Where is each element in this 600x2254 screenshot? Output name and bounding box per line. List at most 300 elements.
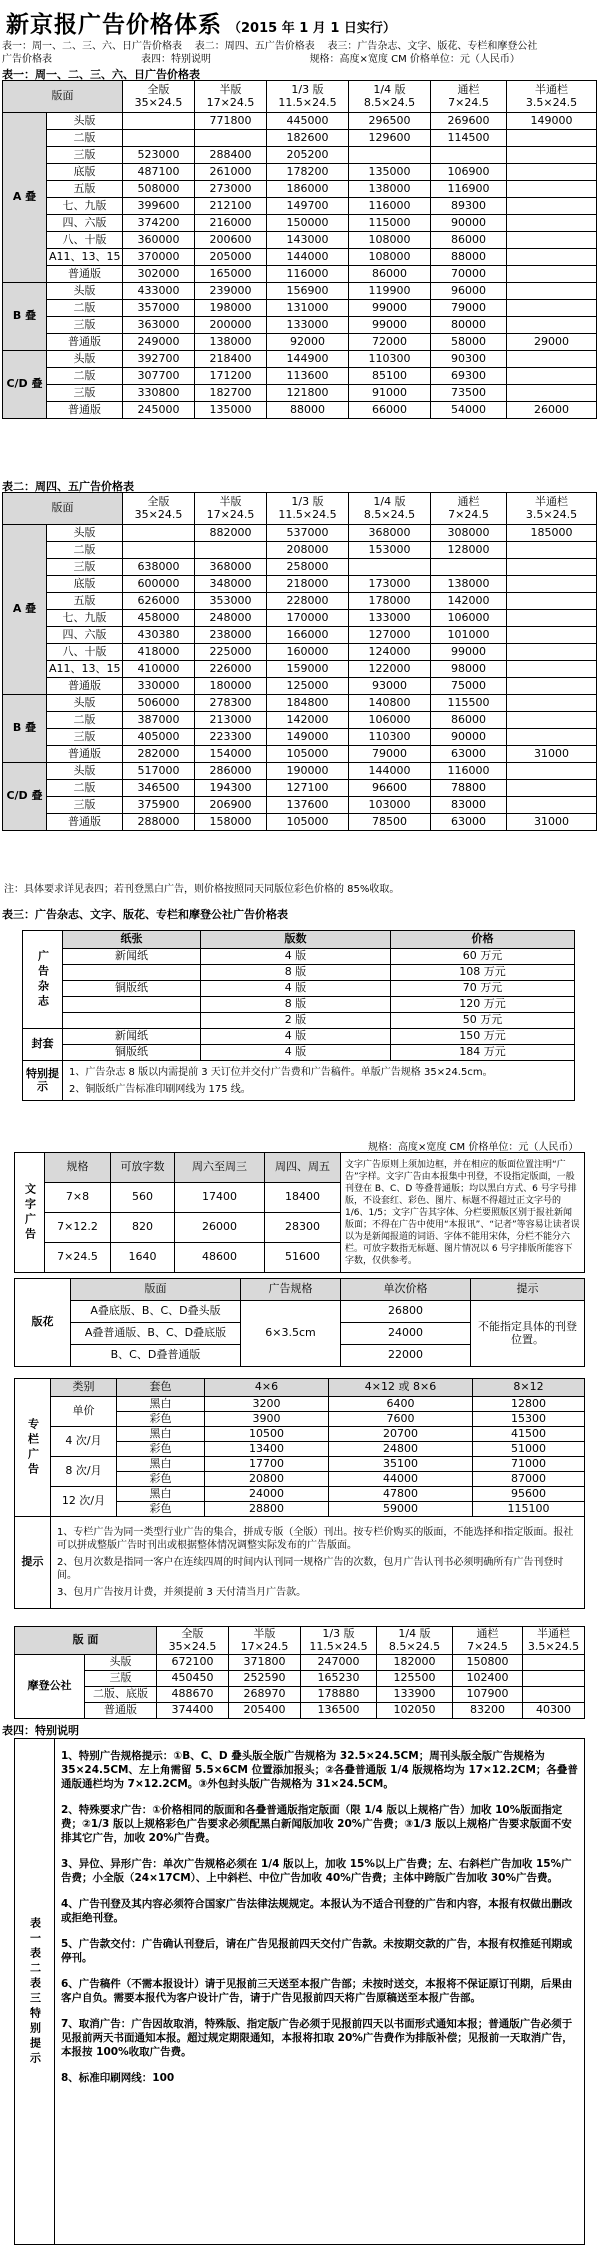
table4-content: [55, 1739, 585, 2245]
price-cell: 273000: [195, 181, 267, 198]
price-cell: 882000: [195, 525, 267, 542]
price-cell: 282000: [123, 746, 195, 763]
price-cell: 122000: [349, 661, 431, 678]
price-cell: 184 万元: [391, 1045, 575, 1061]
special-note-item: 5、广告款交付：广告确认刊登后，请在广告见报前四天交付广告款。未按期交款的广告，本报有权推延刊期或停刊。: [61, 1938, 573, 1964]
price-cell: [507, 130, 597, 147]
pages-cell: 8 版: [201, 997, 391, 1013]
column-cell: 87000: [473, 1472, 585, 1487]
banhua-wrap: [14, 1278, 585, 1367]
size-header-cell: [267, 493, 349, 525]
row-label: 普通版: [47, 678, 123, 695]
special-note-item: 4、广告刊登及其内容必须符合国家广告法律法规规定。本报认为不适合刊登的广告和内容，本报有权做出删改或拒绝刊登。: [61, 1898, 573, 1924]
price-cell: 83000: [431, 797, 507, 814]
table-row: [3, 797, 597, 814]
price-cell: 248000: [195, 610, 267, 627]
price-cell: 418000: [123, 644, 195, 661]
price-cell: 154000: [195, 746, 267, 763]
price-cell: [507, 317, 597, 334]
size-header-cell: [301, 1627, 377, 1655]
price-cell: 50 万元: [391, 1013, 575, 1029]
price-cell: 371800: [229, 1655, 301, 1671]
table-row: [23, 981, 575, 997]
price-cell: 186000: [267, 181, 349, 198]
table4-title: 表四：特别说明: [2, 1724, 79, 1737]
price-cell: 626000: [123, 593, 195, 610]
price-cell: 83200: [453, 1703, 523, 1719]
text-ad-cell: 17400: [175, 1183, 265, 1213]
size-dims: 17×24.5: [206, 507, 255, 521]
table-row: [3, 351, 597, 368]
row-label: 普通版: [47, 402, 123, 419]
price-cell: 239000: [195, 283, 267, 300]
size-header-cell: [267, 81, 349, 113]
table-row: [3, 300, 597, 317]
text-ad-wrap: [14, 1152, 585, 1273]
price-cell: 69300: [431, 368, 507, 385]
price-cell: 70 万元: [391, 981, 575, 997]
row-label: 五版: [47, 181, 123, 198]
price-cell: 105000: [267, 746, 349, 763]
price-cell: 70000: [431, 266, 507, 283]
price-cell: [507, 232, 597, 249]
special-note-item: 6、广告稿件（不需本报设计）请于见报前三天送至本报广告部；未按时送交，本报将不保证原订刊期，后果由客户自负。需要本报代为客户设计广告，请于广告见报前四天将广告原稿送至本报广告部。: [61, 1978, 573, 2004]
price-cell: 106000: [431, 610, 507, 627]
price-cell: [123, 113, 195, 130]
row-label: 头版: [85, 1655, 157, 1671]
row-label: 三版: [47, 385, 123, 402]
column-cell: 3200: [205, 1397, 329, 1412]
row-label: A11、13、15: [47, 249, 123, 266]
price-cell: 149000: [507, 113, 597, 130]
header-row: [3, 493, 597, 525]
row-label: 三版: [47, 559, 123, 576]
price-cell: 258000: [267, 559, 349, 576]
price-cell: 226000: [195, 661, 267, 678]
price-cell: 116000: [349, 198, 431, 215]
size-header-cell: [507, 81, 597, 113]
price-cell: 86000: [431, 232, 507, 249]
table-row: [3, 559, 597, 576]
banhua-head: 广告规格: [241, 1279, 341, 1301]
price-cell: 288400: [195, 147, 267, 164]
row-label: 普通版: [47, 814, 123, 831]
column-wrap: [14, 1378, 585, 1609]
size-name: 半通栏: [535, 495, 568, 509]
price-cell: 360000: [123, 232, 195, 249]
price-cell: [507, 249, 597, 266]
price-cell: 89300: [431, 198, 507, 215]
row-label: 底版: [47, 576, 123, 593]
price-cell: 178200: [267, 164, 349, 181]
title-row: [6, 6, 396, 39]
price-cell: 79000: [349, 746, 431, 763]
table1: [2, 80, 597, 419]
column-cell: 黑白: [117, 1427, 205, 1442]
magazine-table: [22, 930, 575, 1101]
text-ad-head: 周四、周五: [265, 1153, 341, 1183]
tip-line: 3、包月广告按月计费，并须提前 3 天付清当月广告款。: [57, 1587, 307, 1598]
price-cell: 200600: [195, 232, 267, 249]
price-cell: 206900: [195, 797, 267, 814]
group-label: B 叠: [3, 695, 47, 763]
table-row: [3, 368, 597, 385]
price-cell: 374200: [123, 215, 195, 232]
table-row: [3, 746, 597, 763]
price-cell: 278300: [195, 695, 267, 712]
row-label: 二版: [47, 130, 123, 147]
price-cell: 144000: [267, 249, 349, 266]
price-cell: [507, 627, 597, 644]
table-row: [3, 181, 597, 198]
paper-cell: [63, 1013, 201, 1029]
price-cell: 268970: [229, 1687, 301, 1703]
price-cell: 399600: [123, 198, 195, 215]
price-cell: 363000: [123, 317, 195, 334]
table-row: [3, 729, 597, 746]
column-cell: 47800: [329, 1487, 473, 1502]
row-label: 三版: [47, 797, 123, 814]
price-cell: 200000: [195, 317, 267, 334]
pages-cell: 4 版: [201, 1029, 391, 1045]
price-cell: 73500: [431, 385, 507, 402]
price-cell: 159000: [267, 661, 349, 678]
column-head: 类别: [51, 1379, 117, 1397]
price-cell: 128000: [431, 542, 507, 559]
table4-wrap: [14, 1738, 585, 2245]
price-cell: 190000: [267, 763, 349, 780]
price-cell: 410000: [123, 661, 195, 678]
price-cell: [507, 593, 597, 610]
table-row: [15, 1671, 585, 1687]
price-cell: 218400: [195, 351, 267, 368]
size-dims: 35×24.5: [134, 507, 183, 521]
price-cell: 107900: [453, 1687, 523, 1703]
magazine-label: 广告杂志: [23, 931, 63, 1029]
column-head: 套色: [117, 1379, 205, 1397]
row-label: 七、九版: [47, 198, 123, 215]
text-ad-head: 周六至周三: [175, 1153, 265, 1183]
size-name: 全版: [181, 1627, 204, 1641]
column-cell: 15300: [473, 1412, 585, 1427]
header-row: [15, 1153, 585, 1183]
pages-cell: 4 版: [201, 1045, 391, 1061]
row-label: 二版: [47, 300, 123, 317]
table-row: [3, 525, 597, 542]
price-cell: [523, 1687, 585, 1703]
table-row: [3, 147, 597, 164]
price-cell: 99000: [349, 300, 431, 317]
row-label: 二版: [47, 368, 123, 385]
table1-wrap: [2, 80, 597, 419]
price-cell: 218000: [267, 576, 349, 593]
price-cell: 165230: [301, 1671, 377, 1687]
price-cell: 150000: [267, 215, 349, 232]
price-cell: 330000: [123, 678, 195, 695]
price-cell: 144000: [349, 763, 431, 780]
table1-title: 表一：周一、二、三、六、日广告价格表: [2, 68, 200, 81]
table-row: [3, 695, 597, 712]
price-cell: 86000: [349, 266, 431, 283]
unit-line: 规格：高度×宽度 CM 价格单位：元（人民币）: [368, 1142, 579, 1153]
price-cell: 140800: [349, 695, 431, 712]
price-cell: 150 万元: [391, 1029, 575, 1045]
price-cell: 269600: [431, 113, 507, 130]
price-cell: 252590: [229, 1671, 301, 1687]
price-cell: 374400: [157, 1703, 229, 1719]
table-row: [3, 164, 597, 181]
price-cell: 110300: [349, 351, 431, 368]
banhua-page: A叠普通版、B、C、D叠底版: [71, 1323, 241, 1345]
table2-wrap: [2, 492, 597, 831]
price-cell: 247000: [301, 1655, 377, 1671]
price-cell: [507, 559, 597, 576]
price-cell: 307700: [123, 368, 195, 385]
price-cell: 194300: [195, 780, 267, 797]
price-cell: 135000: [195, 402, 267, 419]
table-row: [15, 1487, 585, 1502]
table-row: [23, 965, 575, 981]
paper-cell: 新闻纸: [63, 949, 201, 965]
price-cell: 182700: [195, 385, 267, 402]
price-cell: 487100: [123, 164, 195, 181]
column-group: 8 次/月: [51, 1457, 117, 1487]
row-label: 头版: [47, 525, 123, 542]
price-cell: 54000: [431, 402, 507, 419]
price-cell: 156900: [267, 283, 349, 300]
price-cell: [523, 1655, 585, 1671]
size-name: 半通栏: [537, 1627, 570, 1641]
price-cell: [507, 763, 597, 780]
size-name: 全版: [147, 83, 170, 97]
price-cell: 370000: [123, 249, 195, 266]
price-cell: 153000: [349, 542, 431, 559]
paper-cell: 铜版纸: [63, 981, 201, 997]
price-cell: [123, 130, 195, 147]
price-cell: 86000: [431, 712, 507, 729]
table-row: [3, 644, 597, 661]
row-label: 二版: [47, 780, 123, 797]
table-row: [3, 814, 597, 831]
table-row: [3, 334, 597, 351]
table-row: [3, 283, 597, 300]
price-cell: [507, 283, 597, 300]
column-label: 专栏广告: [15, 1379, 51, 1517]
price-cell: 523000: [123, 147, 195, 164]
price-cell: 99000: [349, 317, 431, 334]
header-row: [15, 1379, 585, 1397]
price-cell: 348000: [195, 576, 267, 593]
column-tip-label: 提示: [15, 1517, 51, 1609]
size-dims: 3.5×24.5: [525, 507, 578, 521]
row-label: 二版: [47, 712, 123, 729]
group-label: C/D 叠: [3, 351, 47, 419]
price-cell: [507, 385, 597, 402]
size-header-cell: [123, 81, 195, 113]
table4-label: 表一表二表三特别提示: [15, 1739, 55, 2245]
text-ad-cell: 1640: [111, 1243, 175, 1273]
table-row: [3, 198, 597, 215]
table-row: [15, 1457, 585, 1472]
price-cell: 346500: [123, 780, 195, 797]
row-label: 普通版: [85, 1703, 157, 1719]
magazine-head: 纸张: [63, 931, 201, 949]
column-cell: 20700: [329, 1427, 473, 1442]
text-ad-cell: 7×8: [45, 1183, 111, 1213]
price-cell: 63000: [431, 746, 507, 763]
price-cell: 150800: [453, 1655, 523, 1671]
banhua-price: 22000: [341, 1345, 471, 1367]
table2: [2, 492, 597, 831]
table-row: [3, 678, 597, 695]
column-cell: 10500: [205, 1427, 329, 1442]
price-cell: [507, 712, 597, 729]
size-dims: 35×24.5: [168, 1639, 217, 1653]
price-cell: 72000: [349, 334, 431, 351]
price-cell: 353000: [195, 593, 267, 610]
banhua-head: 版面: [71, 1279, 241, 1301]
price-cell: 136500: [301, 1703, 377, 1719]
size-header-cell: [195, 81, 267, 113]
size-name: 通栏: [457, 495, 480, 509]
column-cell: 44000: [329, 1472, 473, 1487]
price-cell: 90300: [431, 351, 507, 368]
tip-row: [15, 1517, 585, 1609]
pages-cell: 4 版: [201, 981, 391, 997]
pages-cell: 4 版: [201, 949, 391, 965]
price-cell: 114500: [431, 130, 507, 147]
table-row: [3, 661, 597, 678]
price-cell: 223300: [195, 729, 267, 746]
column-cell: 13400: [205, 1442, 329, 1457]
price-cell: 40300: [523, 1703, 585, 1719]
size-name: 1/3 版: [291, 495, 324, 509]
row-label: 普通版: [47, 746, 123, 763]
column-cell: 115100: [473, 1502, 585, 1517]
table-row: [3, 627, 597, 644]
price-cell: 63000: [431, 814, 507, 831]
price-cell: 133000: [267, 317, 349, 334]
toc-item: 规格：高度×宽度 CM 价格单位：元（人民币）: [309, 54, 520, 65]
pages-cell: 8 版: [201, 965, 391, 981]
text-ad-table: [14, 1152, 585, 1273]
price-cell: 638000: [123, 559, 195, 576]
column-cell: 黑白: [117, 1397, 205, 1412]
group-label: A 叠: [3, 113, 47, 283]
price-cell: 120 万元: [391, 997, 575, 1013]
column-head: 8×12: [473, 1379, 585, 1397]
text-ad-label: 文字广告: [15, 1153, 45, 1273]
price-cell: 131000: [267, 300, 349, 317]
price-cell: 106000: [349, 712, 431, 729]
price-cell: 142000: [431, 593, 507, 610]
banhua-page: B、C、D叠普通版: [71, 1345, 241, 1367]
row-label: 四、六版: [47, 215, 123, 232]
magazine-head: 版数: [201, 931, 391, 949]
price-cell: 102050: [377, 1703, 453, 1719]
table-row: [23, 997, 575, 1013]
price-cell: 108000: [349, 249, 431, 266]
price-cell: [431, 559, 507, 576]
table-row: [3, 249, 597, 266]
price-cell: 119900: [349, 283, 431, 300]
column-cell: 20800: [205, 1472, 329, 1487]
page-title: 新京报广告价格体系: [6, 11, 222, 38]
size-dims: 17×24.5: [206, 95, 255, 109]
table2-title: 表二：周四、五广告价格表: [2, 480, 134, 493]
magazine-head: 价格: [391, 931, 575, 949]
price-cell: 144900: [267, 351, 349, 368]
column-cell: 24800: [329, 1442, 473, 1457]
price-cell: 508000: [123, 181, 195, 198]
price-cell: 78500: [349, 814, 431, 831]
tip-row: [23, 1061, 575, 1101]
price-cell: 302000: [123, 266, 195, 283]
price-cell: 182600: [267, 130, 349, 147]
price-cell: 85100: [349, 368, 431, 385]
row-label: 五版: [47, 593, 123, 610]
column-cell: 黑白: [117, 1457, 205, 1472]
price-cell: [195, 130, 267, 147]
price-cell: 127100: [267, 780, 349, 797]
column-cell: 95600: [473, 1487, 585, 1502]
header-row: [15, 1279, 585, 1301]
size-header-cell: [229, 1627, 301, 1655]
price-cell: 228000: [267, 593, 349, 610]
price-cell: 88000: [267, 402, 349, 419]
size-name: 半通栏: [535, 83, 568, 97]
price-cell: 125500: [377, 1671, 453, 1687]
price-cell: 90000: [431, 215, 507, 232]
size-dims: 8.5×24.5: [388, 1639, 441, 1653]
banhua-price: 24000: [341, 1323, 471, 1345]
price-cell: 88000: [431, 249, 507, 266]
price-cell: 357000: [123, 300, 195, 317]
table-row: [15, 1703, 585, 1719]
price-cell: 96600: [349, 780, 431, 797]
text-ad-head: 规格: [45, 1153, 111, 1183]
size-name: 1/4 版: [373, 83, 406, 97]
special-note-item: 3、异位、异形广告：单次广告规格必须在 1/4 版以上，加收 15%以上广告费；左、右斜栏广告加收 15%广告费；小全版（24×17CM）、上中斜栏、中位广告加收 40%广告费；主体中跨版广告加收 30%广告费。: [61, 1858, 572, 1884]
page-subtitle: （2015 年 1 月 1 日实行）: [228, 21, 396, 36]
table-row: [3, 763, 597, 780]
row-label: 头版: [47, 695, 123, 712]
price-cell: 245000: [123, 402, 195, 419]
table-row: [23, 1045, 575, 1061]
price-cell: 286000: [195, 763, 267, 780]
price-cell: 288000: [123, 814, 195, 831]
price-cell: 170000: [267, 610, 349, 627]
size-dims: 17×24.5: [240, 1639, 289, 1653]
price-cell: 149700: [267, 198, 349, 215]
text-ad-cell: 560: [111, 1183, 175, 1213]
tip-line: 2、铜版纸广告标准印刷网线为 175 线。: [69, 1083, 251, 1095]
row-label: 七、九版: [47, 610, 123, 627]
price-cell: 80000: [431, 317, 507, 334]
price-cell: 173000: [349, 576, 431, 593]
table-row: [3, 402, 597, 419]
price-cell: 60 万元: [391, 949, 575, 965]
row-label: 头版: [47, 763, 123, 780]
special-note-item: 1、特别广告规格提示：①B、C、D 叠头版全版广告规格为 32.5×24.5CM；周刊头版全版广告规格为 35×24.5CM、左上角需留 5.5×6CM 位置添加报头；②各叠普通版 1/4 版规格均为 17×12.2CM；各叠普通版通栏均为 7×12.2CM。③外包封头版广告规格为 31×24.5CM。: [61, 1750, 578, 1790]
column-cell: 12800: [473, 1397, 585, 1412]
table-row: [23, 1013, 575, 1029]
row-label: 普通版: [47, 334, 123, 351]
size-name: 1/4 版: [398, 1627, 431, 1641]
size-name: 1/4 版: [373, 495, 406, 509]
table-row: [3, 593, 597, 610]
column-cell: 51000: [473, 1442, 585, 1457]
